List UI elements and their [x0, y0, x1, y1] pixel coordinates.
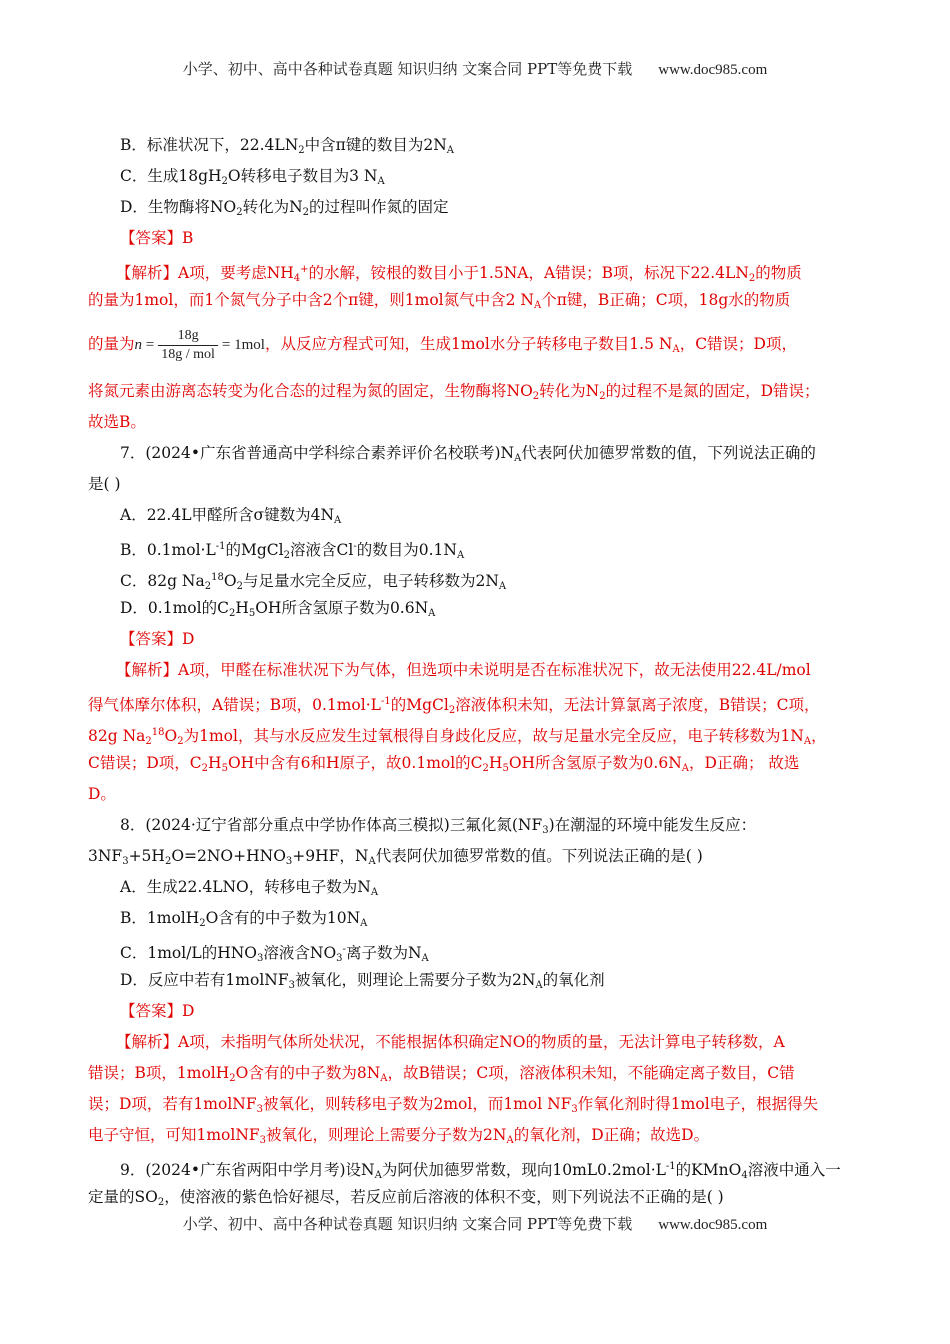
q8-stem-cont: $3NF_3+5H_2O=2NO+HNO_3+9HF$，$N_A$代表阿伏加德罗常数的值。下列说法正确的是( ) — [88, 847, 703, 867]
page-content — [88, 130, 878, 1213]
q8-stem: 8．(2024·辽宁省部分重点中学协作体高三模拟)三氟化氮$(NF_3)$在潮湿的环境中能发生反应： — [120, 816, 757, 836]
q9-stem: 9．(2024•广东省两阳中学月考)设$N_A$为阿伏加德罗常数，现向$10mL0.2mol\cdot L^{-1}$的KMnO$_4$溶液中通入一 — [120, 1161, 841, 1181]
q8-option-d: D．反应中若有1molNF$_3$被氧化，则理论上需要分子数为$2N_A$的氧化剂 — [120, 971, 605, 991]
q7-answer: 【答案】D — [120, 630, 195, 648]
formula-rhs: = 1mol — [221, 337, 265, 353]
footer-site: www.doc985.com — [658, 1217, 768, 1233]
q7-explanation: 【解析】A项，甲醛在标准状况下为气体，但选项中未说明是否在标准状况下，故无法使用22.4L/mol 得气体摩尔体积，A错误；B项，$0.1mol\cdot L^{-1}$的MgCl$_2$溶液体积未知，无法计算氯离子浓度，B错误；C项， 82g $Na_2^{18}O_2$为1mol，其与水反应发生过氧根得自身歧化反应，故与足量水完全反应，电子转移数为$1N_A$， C错误；D项，$C_2H_5OH$中含有6和H原子，故0.1mol的$C_2H_5OH$所含氢原子数为$0.6N_A$，D正确； 故选 D。 — [88, 661, 827, 803]
q6-option-d: D．生物酶将$NO_2$转化为$N_2$的过程叫作氮的固定 — [120, 198, 449, 218]
q7-stem-cont: 是( ) — [88, 475, 121, 493]
q8-answer: 【答案】D — [120, 1002, 195, 1020]
page-header — [0, 58, 950, 79]
q7-option-d: D．0.1mol的$C_2H_5OH$所含氢原子数为$0.6N_A$ — [120, 599, 436, 619]
q6-explanation: 【解析】A项，要考虑$NH_4^+$的水解，铵根的数目小于1.5NA，A错误；B项，标况下$22.4LN_2$的物质 的量为1mol，而1个氮气分子中含2个π键，则1mol氮气中含2 $N_A$个π键，B正确；C项，18g水的物质 的量为n = $\frac{18g}{\text{18g / mol}}$ = 1mol，从反应方程式可知，生成1mol水分子转移电子数目1.5 $N_A$，C错误；D项， 将氮元素由游离态转变为化合态的过程为氮的固定，生物酶将$NO_2$转化为$N_2$的过程不是氮的固定，D错误； 故选B。 — [88, 264, 820, 431]
header-text: 小学、初中、高中各种试卷真题 知识归纳 文案合同 PPT等免费下载 — [182, 60, 633, 78]
q6-answer: 【答案】B — [120, 229, 194, 247]
header-site: www.doc985.com — [658, 62, 768, 78]
q8-option-b: B．1molH$_2$O含有的中子数为$10N_A$ — [120, 909, 368, 929]
q7-option-b: B．$0.1mol\cdot L^{-1}$的MgCl$_2$溶液含Cl-的数目为$0.1N_A$ — [120, 541, 465, 561]
q6-option-c: C．生成$18gH_2O$转移电子数目为3 $N_A$ — [120, 167, 385, 187]
q7-option-c: C．82g $Na_2^{18}O_2$与足量水完全反应，电子转移数为$2N_A$ — [120, 572, 507, 592]
q7-stem: 7．(2024•广东省普通高中学科综合素养评价名校联考)$N_A$代表阿伏加德罗常数的值，下列说法正确的 — [120, 444, 816, 464]
footer-text: 小学、初中、高中各种试卷真题 知识归纳 文案合同 PPT等免费下载 — [182, 1215, 633, 1233]
q7-option-a: A．22.4L甲醛所含σ键数为$4N_A$ — [120, 506, 342, 526]
q9-stem-cont: 定量的$SO_2$，使溶液的紫色恰好褪尽，若反应前后溶液的体积不变，则下列说法不正确的是( ) — [88, 1188, 724, 1208]
q8-option-a: A．生成22.4LNO，转移电子数为$N_A$ — [120, 878, 379, 898]
q8-option-c: C．1mol/L的$HNO_3$溶液含$NO_3^-$离子数为$N_A$ — [120, 944, 429, 964]
q6-option-b: B．标准状况下，$22.4LN_2$中含π键的数目为$2N_A$ — [120, 136, 454, 156]
formula-lhs: n = — [134, 337, 155, 353]
page-footer — [0, 1213, 950, 1234]
formula-fraction: $\frac{18g}{\text{18g / mol}}$ — [158, 327, 218, 364]
q8-explanation: 【解析】A项，未指明气体所处状况，不能根据体积确定NO的物质的量，无法计算电子转移数，A 错误；B项，1molH$_2$O含有的中子数为$8N_A$，故B错误；C项，溶液体积未知，不能确定离子数目，C错 误；D项，若有1molNF$_3$被氧化，则转移电子数为2mol，而1mol $NF_3$作氧化剂时得1mol电子，根据得失 电子守恒，可知1molNF$_3$被氧化，则理论上需要分子数为$2N_A$的氧化剂，D正确；故选D。 — [88, 1033, 819, 1146]
